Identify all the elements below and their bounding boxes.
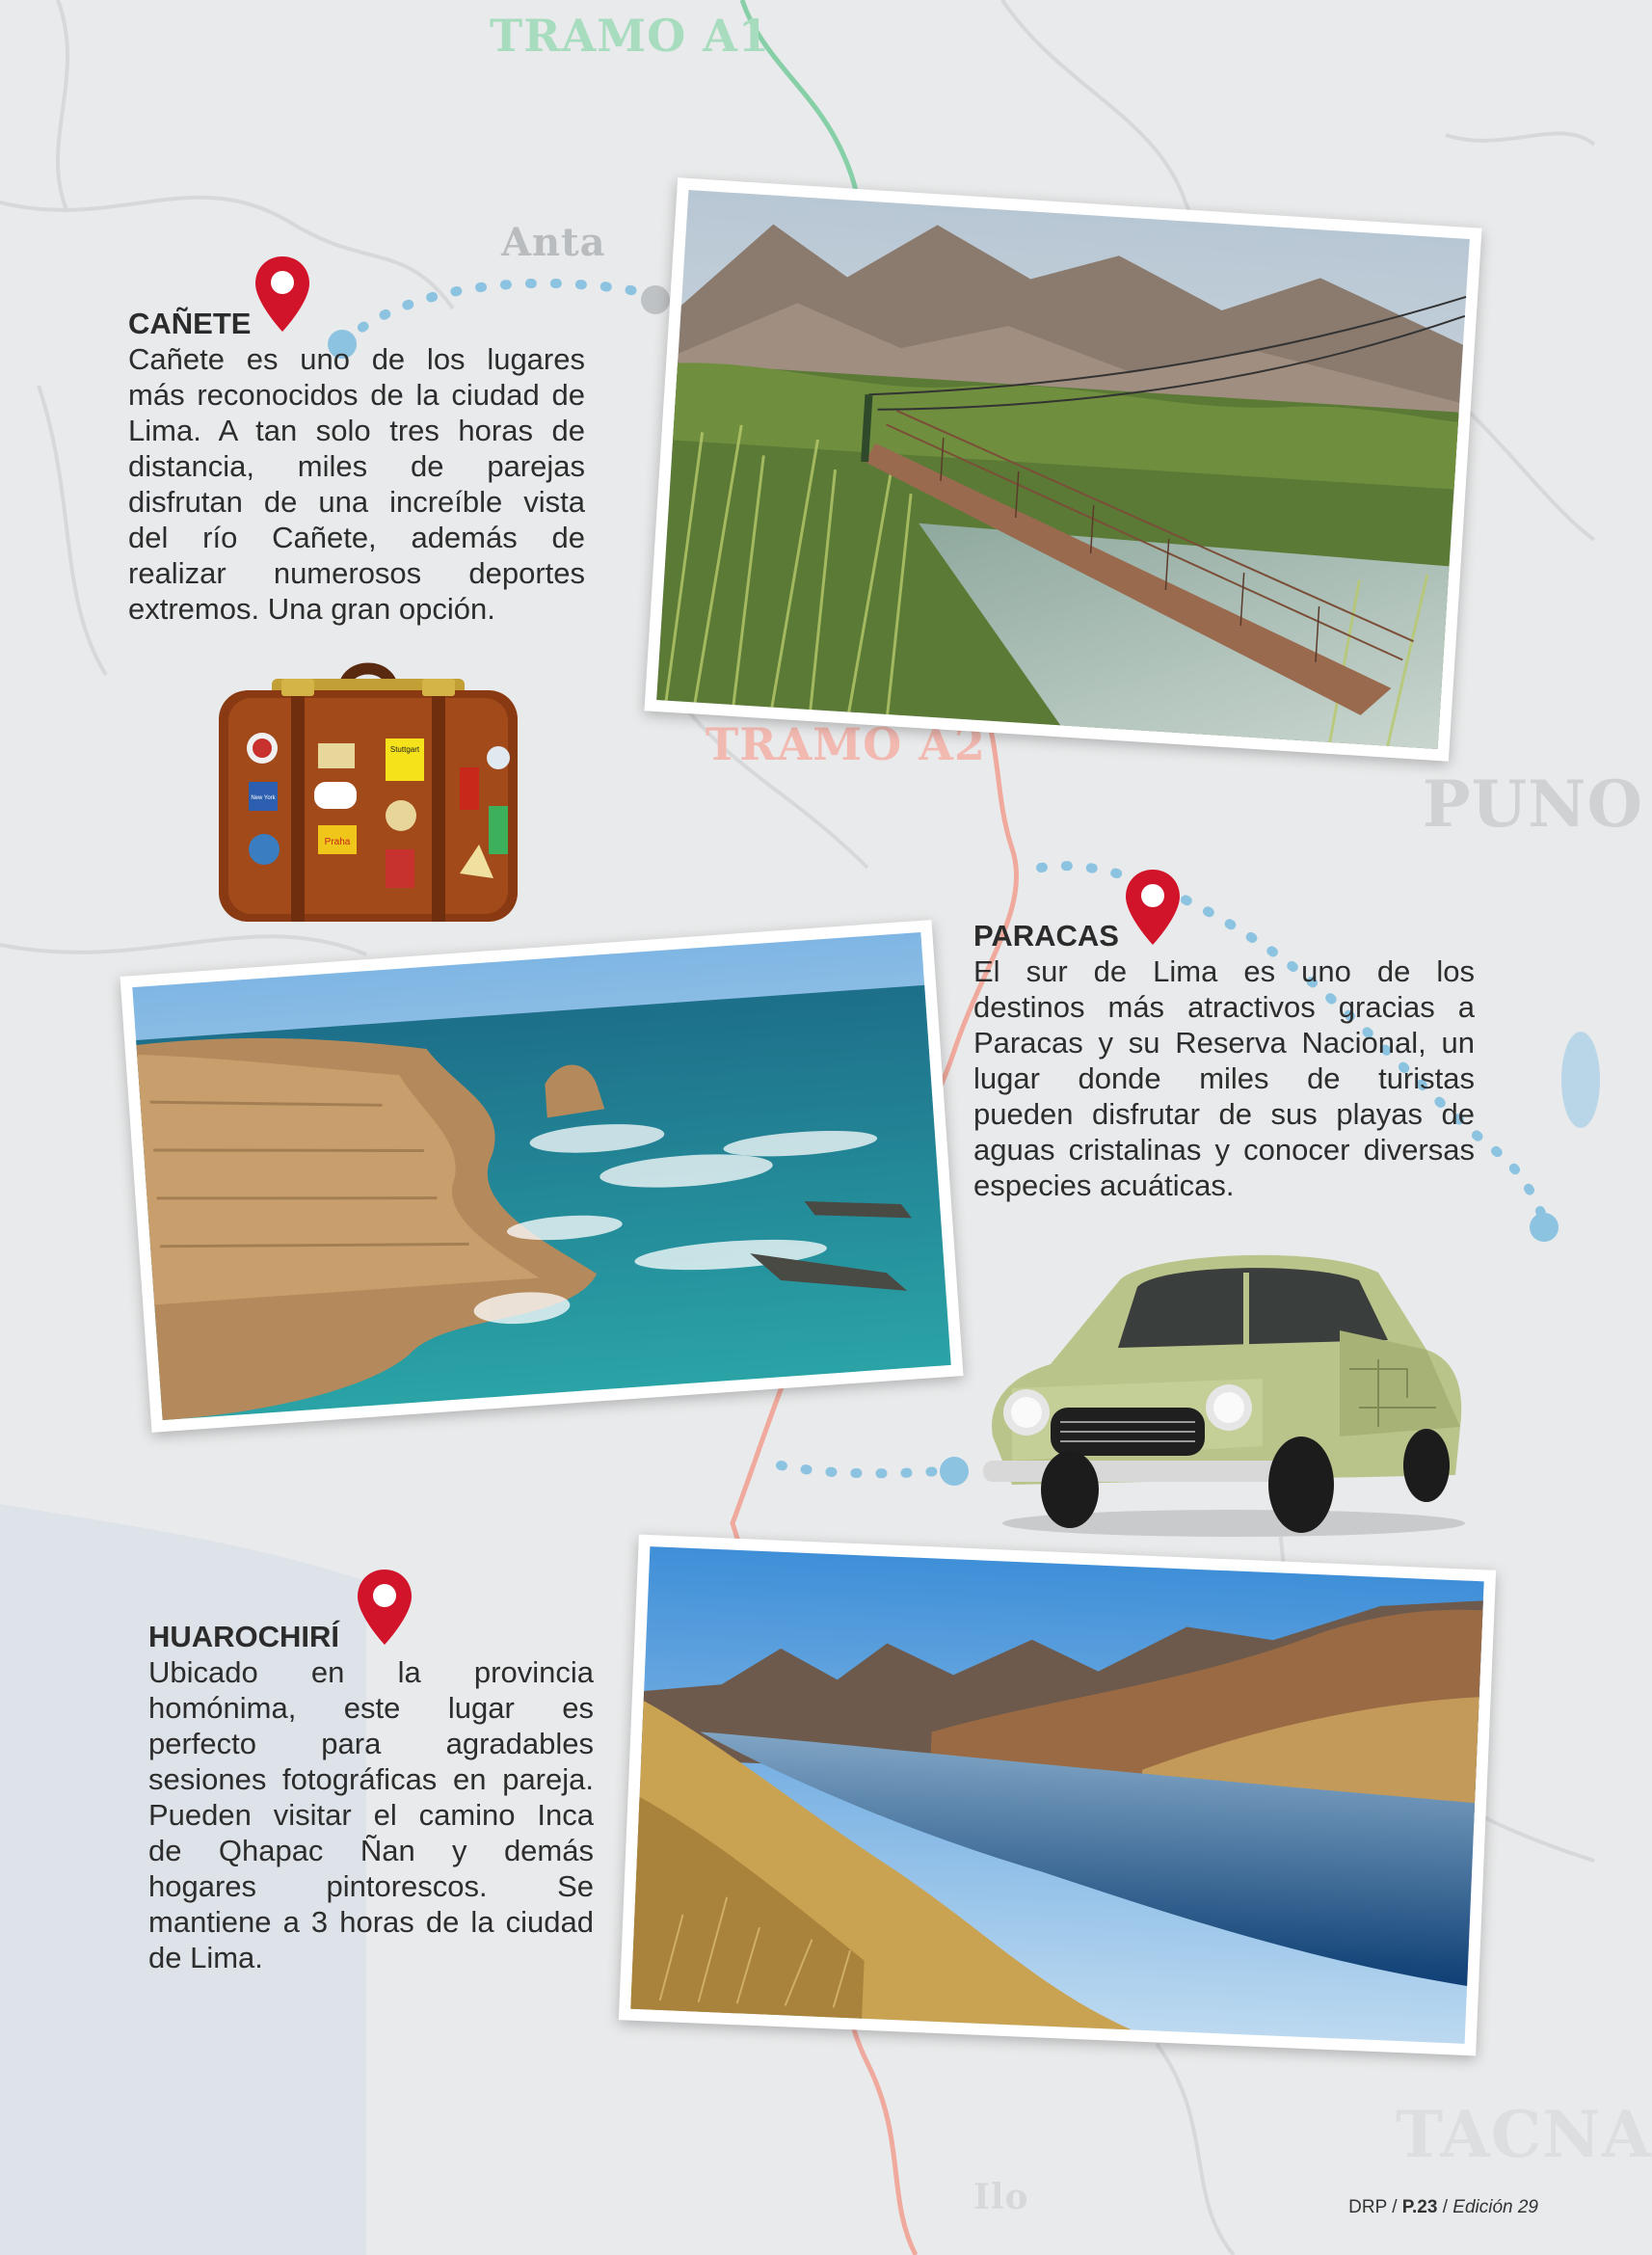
map-label-tramo-a2: TRAMO A2: [706, 718, 986, 770]
text-line: El sur de Lima es uno de los: [973, 954, 1475, 988]
footer-separator: /: [1437, 2197, 1453, 2217]
text-line: sesiones fotográficas en pareja.: [148, 1762, 594, 1796]
section-text-paracas: [973, 953, 1475, 1203]
text-line: de Qhapac Ñan y demás: [148, 1834, 594, 1867]
section-text-canete: [128, 341, 585, 627]
footer-page-number: P.23: [1401, 2197, 1438, 2217]
text-line: homónima, este lugar es: [148, 1691, 594, 1725]
section-canete: [128, 307, 585, 627]
page-footer: [1348, 2197, 1538, 2218]
section-title-canete: CAÑETE: [128, 307, 252, 340]
text-line: hogares pintorescos. Se: [148, 1869, 594, 1903]
text-line: de Lima.: [148, 1941, 263, 1974]
sticker-stuttgart: Stuttgart: [389, 745, 420, 754]
map-label-tramo-a1: TRAMO A1: [490, 10, 770, 62]
text-line: Paracas y su Reserva Nacional, un: [973, 1026, 1475, 1060]
text-line: aguas cristalinas y conocer diversas: [973, 1133, 1475, 1167]
text-line: destinos más atractivos gracias a: [973, 990, 1475, 1024]
text-line: extremos. Una gran opción.: [128, 592, 495, 626]
text-line: distancia, miles de parejas: [128, 449, 585, 483]
map-label-tacna: TACNA: [1396, 2097, 1652, 2172]
text-line: especies acuáticas.: [973, 1168, 1235, 1202]
map-label-ilo: Ilo: [973, 2177, 1029, 2217]
text-line: perfecto para agradables: [148, 1727, 594, 1760]
section-text-huarochiri: [148, 1654, 594, 1975]
text-line: Pueden visitar el camino Inca: [148, 1798, 594, 1832]
text-line: Lima. A tan solo tres horas de: [128, 414, 585, 447]
map-label-anta: Anta: [501, 220, 606, 265]
section-paracas: [973, 919, 1475, 1203]
photo-paracas-coast: [120, 920, 963, 1433]
text-line: mantiene a 3 horas de la ciudad: [148, 1905, 594, 1939]
text-line: Cañete es uno de los lugares: [128, 342, 585, 376]
text-line: del río Cañete, además de: [128, 521, 585, 554]
text-line: disfrutan de una increíble vista: [128, 485, 585, 519]
text-line: más reconocidos de la ciudad de: [128, 378, 585, 412]
section-title-huarochiri: HUAROCHIRÍ: [148, 1620, 340, 1653]
text-line: lugar donde miles de turistas: [973, 1061, 1475, 1095]
footer-edition: Edición 29: [1452, 2197, 1538, 2217]
section-huarochiri: [148, 1620, 594, 1975]
sticker-praha: Praha: [324, 837, 351, 847]
vintage-car-illustration: [973, 1244, 1475, 1543]
footer-magazine: DRP /: [1348, 2197, 1402, 2217]
section-title-paracas: PARACAS: [973, 919, 1119, 953]
text-line: pueden disfrutar de sus playas de: [973, 1097, 1475, 1131]
photo-huarochiri-lake: [619, 1535, 1496, 2056]
map-label-puno: PUNO: [1423, 766, 1644, 842]
photo-canete-bridge: [644, 177, 1481, 761]
text-line: realizar numerosos deportes: [128, 556, 585, 590]
suitcase-illustration: [214, 652, 522, 931]
text-line: Ubicado en la provincia: [148, 1655, 594, 1689]
sticker-new-york: New York: [251, 795, 276, 801]
